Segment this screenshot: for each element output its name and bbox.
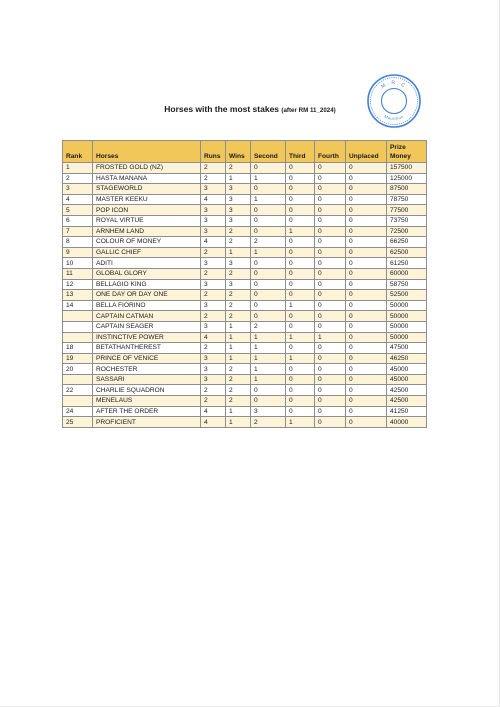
header-prize-money xyxy=(387,141,427,163)
table-row xyxy=(63,173,427,184)
cell-runs: 4 xyxy=(201,406,226,417)
cell-second: 0 xyxy=(251,279,286,290)
cell-horse: STAGEWORLD xyxy=(93,184,201,195)
cell-rank xyxy=(63,396,93,407)
cell-second: 3 xyxy=(251,406,286,417)
cell-second: 0 xyxy=(251,258,286,269)
cell-fourth: 0 xyxy=(315,215,346,226)
cell-runs: 4 xyxy=(201,237,226,248)
cell-fourth: 0 xyxy=(315,321,346,332)
cell-third: 0 xyxy=(286,290,315,301)
cell-horse: INSTINCTIVE POWER xyxy=(93,332,201,343)
header-second: Second xyxy=(251,141,286,163)
cell-horse: FROSTED GOLD (NZ) xyxy=(93,163,201,174)
header-horses: Horses xyxy=(93,141,201,163)
cell-wins: 2 xyxy=(226,311,251,322)
cell-prize: 50000 xyxy=(387,332,427,343)
table-row xyxy=(63,215,427,226)
cell-unplaced: 0 xyxy=(346,215,387,226)
cell-rank: 13 xyxy=(63,290,93,301)
cell-unplaced: 0 xyxy=(346,353,387,364)
table-row xyxy=(63,247,427,258)
cell-second: 1 xyxy=(251,353,286,364)
cell-prize: 47500 xyxy=(387,343,427,354)
cell-third: 1 xyxy=(286,226,315,237)
cell-runs: 2 xyxy=(201,343,226,354)
cell-fourth: 0 xyxy=(315,194,346,205)
cell-rank: 24 xyxy=(63,406,93,417)
cell-runs: 4 xyxy=(201,194,226,205)
cell-horse: ADITI xyxy=(93,258,201,269)
cell-unplaced: 0 xyxy=(346,396,387,407)
table-row xyxy=(63,332,427,343)
cell-unplaced: 0 xyxy=(346,268,387,279)
table-row xyxy=(63,184,427,195)
table-row xyxy=(63,258,427,269)
cell-runs: 4 xyxy=(201,417,226,428)
cell-wins: 1 xyxy=(226,353,251,364)
table-row xyxy=(63,279,427,290)
cell-horse: MASTER KEEKU xyxy=(93,194,201,205)
cell-rank: 6 xyxy=(63,215,93,226)
cell-third: 0 xyxy=(286,374,315,385)
cell-wins: 2 xyxy=(226,300,251,311)
cell-third: 0 xyxy=(286,163,315,174)
table-body xyxy=(63,163,427,428)
table-row xyxy=(63,396,427,407)
cell-wins: 2 xyxy=(226,163,251,174)
cell-runs: 3 xyxy=(201,279,226,290)
cell-prize: 46250 xyxy=(387,353,427,364)
cell-rank: 19 xyxy=(63,353,93,364)
cell-second: 0 xyxy=(251,290,286,301)
cell-runs: 3 xyxy=(201,374,226,385)
cell-second: 2 xyxy=(251,321,286,332)
cell-wins: 2 xyxy=(226,374,251,385)
cell-runs: 3 xyxy=(201,364,226,375)
table-row xyxy=(63,268,427,279)
cell-wins: 2 xyxy=(226,364,251,375)
cell-prize: 40000 xyxy=(387,417,427,428)
cell-unplaced: 0 xyxy=(346,247,387,258)
cell-runs: 3 xyxy=(201,205,226,216)
cell-rank: 12 xyxy=(63,279,93,290)
cell-rank xyxy=(63,332,93,343)
cell-runs: 2 xyxy=(201,385,226,396)
mrc-stamp-icon xyxy=(366,73,422,129)
title-subtitle: (after RM 11_2024) xyxy=(281,107,336,114)
cell-wins: 1 xyxy=(226,417,251,428)
cell-runs: 2 xyxy=(201,163,226,174)
cell-fourth: 0 xyxy=(315,279,346,290)
cell-prize: 45000 xyxy=(387,364,427,375)
table-row xyxy=(63,226,427,237)
cell-fourth: 0 xyxy=(315,247,346,258)
cell-third: 1 xyxy=(286,332,315,343)
cell-prize: 73750 xyxy=(387,215,427,226)
header-unplaced: Unplaced xyxy=(346,141,387,163)
cell-third: 0 xyxy=(286,268,315,279)
cell-unplaced: 0 xyxy=(346,311,387,322)
cell-wins: 1 xyxy=(226,332,251,343)
table-row xyxy=(63,194,427,205)
cell-fourth: 0 xyxy=(315,184,346,195)
cell-runs: 3 xyxy=(201,184,226,195)
cell-third: 0 xyxy=(286,237,315,248)
cell-wins: 3 xyxy=(226,215,251,226)
cell-prize: 66250 xyxy=(387,237,427,248)
header-prize-line1: Prize xyxy=(390,144,406,151)
cell-third: 0 xyxy=(286,406,315,417)
cell-second: 0 xyxy=(251,205,286,216)
cell-runs: 3 xyxy=(201,258,226,269)
cell-wins: 2 xyxy=(226,237,251,248)
cell-third: 0 xyxy=(286,205,315,216)
cell-rank: 9 xyxy=(63,247,93,258)
header-third: Third xyxy=(286,141,315,163)
cell-horse: MENELAUS xyxy=(93,396,201,407)
table-row xyxy=(63,237,427,248)
cell-prize: 41250 xyxy=(387,406,427,417)
cell-runs: 4 xyxy=(201,332,226,343)
table-row xyxy=(63,205,427,216)
table-row xyxy=(63,364,427,375)
cell-second: 1 xyxy=(251,332,286,343)
cell-horse: CHARLIE SQUADRON xyxy=(93,385,201,396)
cell-unplaced: 0 xyxy=(346,385,387,396)
cell-horse: ONE DAY OR DAY ONE xyxy=(93,290,201,301)
cell-unplaced: 0 xyxy=(346,343,387,354)
cell-horse: PROFICIENT xyxy=(93,417,201,428)
cell-fourth: 0 xyxy=(315,374,346,385)
table-row xyxy=(63,311,427,322)
cell-third: 0 xyxy=(286,173,315,184)
cell-runs: 3 xyxy=(201,321,226,332)
cell-unplaced: 0 xyxy=(346,321,387,332)
cell-fourth: 0 xyxy=(315,226,346,237)
cell-rank: 8 xyxy=(63,237,93,248)
document-title xyxy=(0,104,500,114)
cell-second: 0 xyxy=(251,226,286,237)
cell-rank: 3 xyxy=(63,184,93,195)
cell-prize: 42500 xyxy=(387,385,427,396)
cell-runs: 2 xyxy=(201,247,226,258)
cell-second: 0 xyxy=(251,268,286,279)
cell-unplaced: 0 xyxy=(346,364,387,375)
cell-prize: 77500 xyxy=(387,205,427,216)
header-rank: Rank xyxy=(63,141,93,163)
cell-prize: 50000 xyxy=(387,321,427,332)
cell-fourth: 0 xyxy=(315,237,346,248)
cell-horse: ARNHEM LAND xyxy=(93,226,201,237)
cell-runs: 3 xyxy=(201,215,226,226)
cell-third: 0 xyxy=(286,385,315,396)
cell-third: 0 xyxy=(286,279,315,290)
cell-second: 1 xyxy=(251,247,286,258)
cell-runs: 3 xyxy=(201,300,226,311)
cell-rank xyxy=(63,311,93,322)
cell-rank: 18 xyxy=(63,343,93,354)
cell-third: 0 xyxy=(286,321,315,332)
cell-prize: 50000 xyxy=(387,300,427,311)
cell-horse: HASTA MANANA xyxy=(93,173,201,184)
cell-second: 0 xyxy=(251,184,286,195)
cell-third: 0 xyxy=(286,343,315,354)
cell-third: 1 xyxy=(286,300,315,311)
cell-unplaced: 0 xyxy=(346,300,387,311)
cell-horse: BETATHANTHEREST xyxy=(93,343,201,354)
cell-rank xyxy=(63,374,93,385)
cell-prize: 62500 xyxy=(387,247,427,258)
cell-unplaced: 0 xyxy=(346,417,387,428)
cell-horse: POP ICON xyxy=(93,205,201,216)
cell-wins: 2 xyxy=(226,396,251,407)
table-row xyxy=(63,417,427,428)
cell-wins: 3 xyxy=(226,194,251,205)
cell-fourth: 0 xyxy=(315,311,346,322)
cell-rank: 22 xyxy=(63,385,93,396)
cell-third: 0 xyxy=(286,396,315,407)
table-row xyxy=(63,385,427,396)
cell-rank: 1 xyxy=(63,163,93,174)
cell-unplaced: 0 xyxy=(346,173,387,184)
cell-wins: 3 xyxy=(226,258,251,269)
table-header xyxy=(63,141,427,163)
cell-wins: 2 xyxy=(226,290,251,301)
cell-prize: 50000 xyxy=(387,311,427,322)
cell-unplaced: 0 xyxy=(346,226,387,237)
cell-horse: AFTER THE ORDER xyxy=(93,406,201,417)
header-fourth: Fourth xyxy=(315,141,346,163)
cell-unplaced: 0 xyxy=(346,279,387,290)
cell-second: 2 xyxy=(251,417,286,428)
cell-horse: CAPTAIN CATMAN xyxy=(93,311,201,322)
cell-third: 1 xyxy=(286,417,315,428)
cell-unplaced: 0 xyxy=(346,184,387,195)
cell-third: 0 xyxy=(286,247,315,258)
cell-fourth: 0 xyxy=(315,268,346,279)
table-row xyxy=(63,343,427,354)
title-text: Horses with the most stakes xyxy=(164,104,280,114)
cell-fourth: 0 xyxy=(315,205,346,216)
table-row xyxy=(63,163,427,174)
header-runs: Runs xyxy=(201,141,226,163)
cell-wins: 1 xyxy=(226,173,251,184)
cell-prize: 87500 xyxy=(387,184,427,195)
table-row xyxy=(63,374,427,385)
svg-text:Mauritius xyxy=(384,114,405,121)
cell-runs: 3 xyxy=(201,353,226,364)
cell-unplaced: 0 xyxy=(346,237,387,248)
cell-unplaced: 0 xyxy=(346,332,387,343)
cell-prize: 72500 xyxy=(387,226,427,237)
cell-runs: 2 xyxy=(201,173,226,184)
cell-second: 1 xyxy=(251,374,286,385)
cell-horse: COLOUR OF MONEY xyxy=(93,237,201,248)
cell-third: 0 xyxy=(286,311,315,322)
cell-rank: 20 xyxy=(63,364,93,375)
cell-second: 0 xyxy=(251,163,286,174)
cell-runs: 2 xyxy=(201,290,226,301)
cell-horse: BELLA FIORINO xyxy=(93,300,201,311)
cell-wins: 1 xyxy=(226,343,251,354)
cell-rank xyxy=(63,321,93,332)
cell-unplaced: 0 xyxy=(346,194,387,205)
header-wins: Wins xyxy=(226,141,251,163)
cell-horse: CAPTAIN SEAGER xyxy=(93,321,201,332)
cell-second: 1 xyxy=(251,364,286,375)
cell-second: 0 xyxy=(251,396,286,407)
cell-prize: 58750 xyxy=(387,279,427,290)
cell-prize: 60000 xyxy=(387,268,427,279)
cell-horse: GLOBAL GLORY xyxy=(93,268,201,279)
cell-runs: 3 xyxy=(201,226,226,237)
cell-horse: ROYAL VIRTUE xyxy=(93,215,201,226)
cell-prize: 157500 xyxy=(387,163,427,174)
cell-third: 0 xyxy=(286,215,315,226)
header-prize-line2: Money xyxy=(390,153,411,160)
cell-second: 0 xyxy=(251,385,286,396)
cell-rank: 25 xyxy=(63,417,93,428)
cell-second: 0 xyxy=(251,215,286,226)
cell-fourth: 0 xyxy=(315,258,346,269)
cell-fourth: 0 xyxy=(315,417,346,428)
cell-wins: 2 xyxy=(226,268,251,279)
cell-wins: 1 xyxy=(226,247,251,258)
cell-horse: SASSARI xyxy=(93,374,201,385)
cell-rank: 5 xyxy=(63,205,93,216)
cell-wins: 2 xyxy=(226,226,251,237)
cell-horse: BELLAGIO KING xyxy=(93,279,201,290)
cell-third: 0 xyxy=(286,258,315,269)
cell-wins: 2 xyxy=(226,385,251,396)
cell-fourth: 0 xyxy=(315,396,346,407)
cell-fourth: 0 xyxy=(315,406,346,417)
cell-rank: 10 xyxy=(63,258,93,269)
stakes-table xyxy=(62,140,427,428)
cell-unplaced: 0 xyxy=(346,290,387,301)
cell-rank: 4 xyxy=(63,194,93,205)
cell-third: 0 xyxy=(286,184,315,195)
table-row xyxy=(63,353,427,364)
cell-runs: 2 xyxy=(201,311,226,322)
cell-rank: 7 xyxy=(63,226,93,237)
cell-fourth: 0 xyxy=(315,385,346,396)
cell-second: 1 xyxy=(251,194,286,205)
cell-second: 0 xyxy=(251,300,286,311)
cell-horse: ROCHESTER xyxy=(93,364,201,375)
table-row xyxy=(63,300,427,311)
cell-unplaced: 0 xyxy=(346,163,387,174)
cell-fourth: 1 xyxy=(315,332,346,343)
cell-rank: 14 xyxy=(63,300,93,311)
stamp-bottom-text: Mauritius xyxy=(383,113,405,122)
cell-prize: 52500 xyxy=(387,290,427,301)
cell-runs: 2 xyxy=(201,268,226,279)
stamp-top-text: M.R.C xyxy=(380,79,408,90)
cell-wins: 3 xyxy=(226,279,251,290)
cell-fourth: 0 xyxy=(315,343,346,354)
cell-unplaced: 0 xyxy=(346,374,387,385)
table-row xyxy=(63,290,427,301)
cell-prize: 45000 xyxy=(387,374,427,385)
cell-second: 1 xyxy=(251,173,286,184)
cell-second: 2 xyxy=(251,237,286,248)
cell-runs: 2 xyxy=(201,396,226,407)
cell-fourth: 0 xyxy=(315,300,346,311)
cell-fourth: 0 xyxy=(315,163,346,174)
cell-horse: PRINCE OF VENICE xyxy=(93,353,201,364)
cell-wins: 3 xyxy=(226,205,251,216)
cell-third: 1 xyxy=(286,353,315,364)
cell-horse: GALLIC CHIEF xyxy=(93,247,201,258)
cell-rank: 2 xyxy=(63,173,93,184)
cell-wins: 3 xyxy=(226,184,251,195)
cell-unplaced: 0 xyxy=(346,406,387,417)
cell-prize: 78750 xyxy=(387,194,427,205)
cell-fourth: 0 xyxy=(315,173,346,184)
cell-third: 0 xyxy=(286,364,315,375)
cell-prize: 42500 xyxy=(387,396,427,407)
cell-fourth: 0 xyxy=(315,364,346,375)
cell-prize: 61250 xyxy=(387,258,427,269)
cell-fourth: 0 xyxy=(315,290,346,301)
cell-rank: 11 xyxy=(63,268,93,279)
cell-unplaced: 0 xyxy=(346,205,387,216)
cell-fourth: 0 xyxy=(315,353,346,364)
cell-second: 1 xyxy=(251,343,286,354)
table-row xyxy=(63,321,427,332)
cell-wins: 1 xyxy=(226,321,251,332)
cell-third: 0 xyxy=(286,194,315,205)
cell-prize: 125000 xyxy=(387,173,427,184)
cell-second: 0 xyxy=(251,311,286,322)
cell-wins: 1 xyxy=(226,406,251,417)
table-row xyxy=(63,406,427,417)
cell-unplaced: 0 xyxy=(346,258,387,269)
